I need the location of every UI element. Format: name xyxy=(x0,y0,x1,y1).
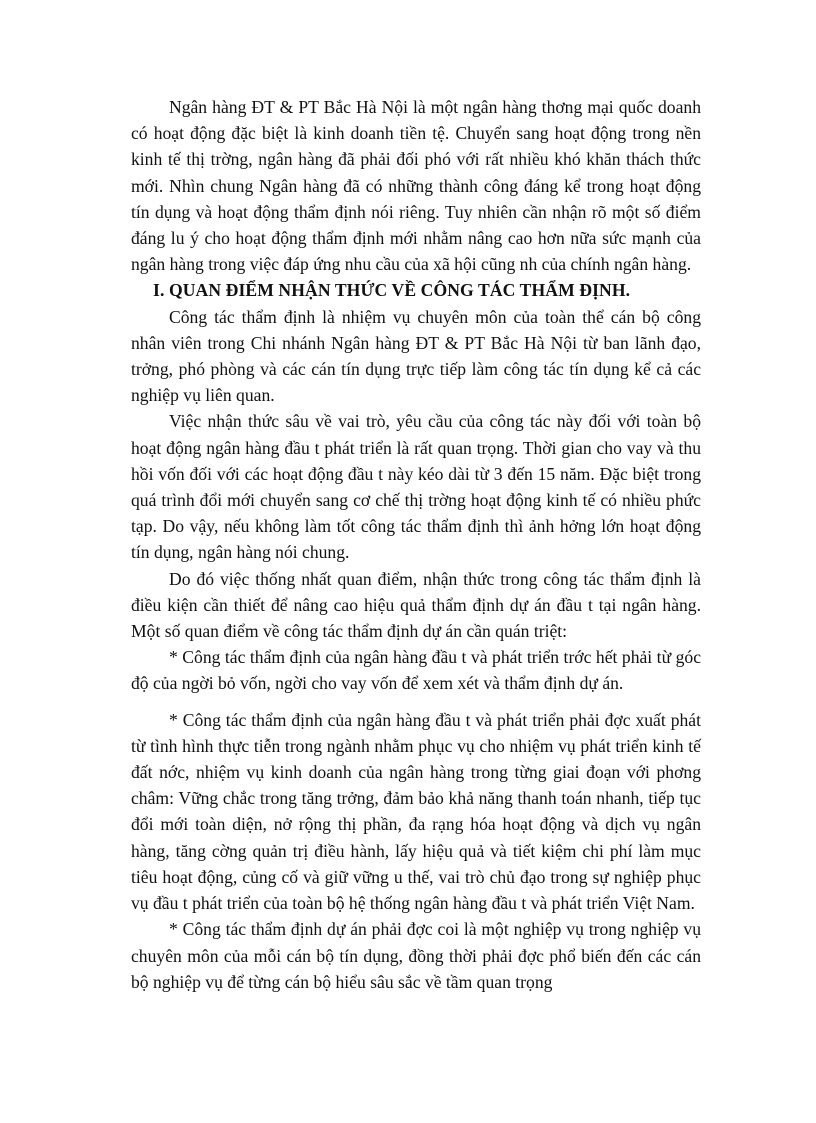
intro-paragraph: Ngân hàng ĐT & PT Bắc Hà Nội là một ngân hàng thơng mại quốc doanh có hoạt động đặc biệt là kinh doanh tiền tệ. Chuyển sang hoạt động trong nền kinh tế thị trờng, ngân hàng đã phải đối phó với rất nhiều khó khăn thách thức mới. Nhìn chung Ngân hàng đã có những thành công đáng kể trong hoạt động tín dụng và hoạt động thẩm định nói riêng. Tuy nhiên cần nhận rõ một số điểm đáng lu ý cho hoạt động thẩm định mới nhằm nâng cao hơn nữa sức mạnh của ngân hàng trong việc đáp ứng nhu cầu của xã hội cũng nh của chính ngân hàng. xyxy=(131,97,701,275)
bullet-lender-perspective: * Công tác thẩm định của ngân hàng đầu t và phát triển trớc hết phải từ góc độ của ngời bỏ vốn, ngời cho vay vốn để xem xét và thẩm định dự án. xyxy=(131,647,701,694)
document-page xyxy=(131,94,701,995)
paragraph-consensus: Do đó việc thống nhất quan điểm, nhận thức trong công tác thẩm định là điều kiện cần thiết để nâng cao hiệu quả thẩm định dự án đầu t tại ngân hàng. Một số quan điểm về công tác thẩm định dự án cần quán triệt: xyxy=(131,568,701,642)
bullet-practical-basis: * Công tác thẩm định của ngân hàng đầu t và phát triển phải đợc xuất phát từ tình hình thực tiễn trong ngành nhằm phục vụ cho nhiệm vụ phát triển kinh tế đất nớc, nhiệm vụ kinh doanh của ngân hàng trong từng giai đoạn với phơng châm: Vững chắc trong tăng trởng, đảm bảo khả năng thanh toán nhanh, tiếp tục đổi mới toàn diện, nở rộng thị phần, đa rạng hóa hoạt động và dịch vụ ngân hàng, tăng cờng quản trị điều hành, lấy hiệu quả và tiết kiệm chi phí làm mục tiêu hoạt động, củng cố và giữ vững u thế, vai trò chủ đạo trong sự nghiệp phục vụ đầu t phát triển của toàn bộ hệ thống ngân hàng đầu t và phát triển Việt Nam. xyxy=(131,709,701,914)
bullet-core-skill: * Công tác thẩm định dự án phải đợc coi là một nghiệp vụ trong nghiệp vụ chuyên môn của mỗi cán bộ tín dụng, đồng thời phải đợc phổ biến đến các cán bộ nghiệp vụ để từng cán bộ hiểu sâu sắc về tầm quan trọng xyxy=(131,919,701,992)
paragraph-staff-duty: Công tác thẩm định là nhiệm vụ chuyên môn của toàn thể cán bộ công nhân viên trong Chi nhánh Ngân hàng ĐT & PT Bắc Hà Nội từ ban lãnh đạo, trởng, phó phòng và các cán tín dụng trực tiếp làm công tác tín dụng kể cả các nghiệp vụ liên quan. xyxy=(131,306,701,406)
paragraph-awareness: Việc nhận thức sâu về vai trò, yêu cầu của công tác này đối với toàn bộ hoạt động ngân hàng đầu t phát triển là rất quan trọng. Thời gian cho vay và thu hồi vốn đối với các hoạt động đầu t này kéo dài từ 3 đến 15 năm. Đặc biệt trong quá trình đổi mới chuyển sang cơ chế thị trờng hoạt động kinh tế có nhiều phức tạp. Do vậy, nếu không làm tốt công tác thẩm định thì ảnh hởng lớn hoạt động tín dụng, ngân hàng nói chung. xyxy=(131,411,701,563)
section-heading: I. QUAN ĐIỂM NHẬN THỨC VỀ CÔNG TÁC THẨM ĐỊNH. xyxy=(153,280,631,301)
